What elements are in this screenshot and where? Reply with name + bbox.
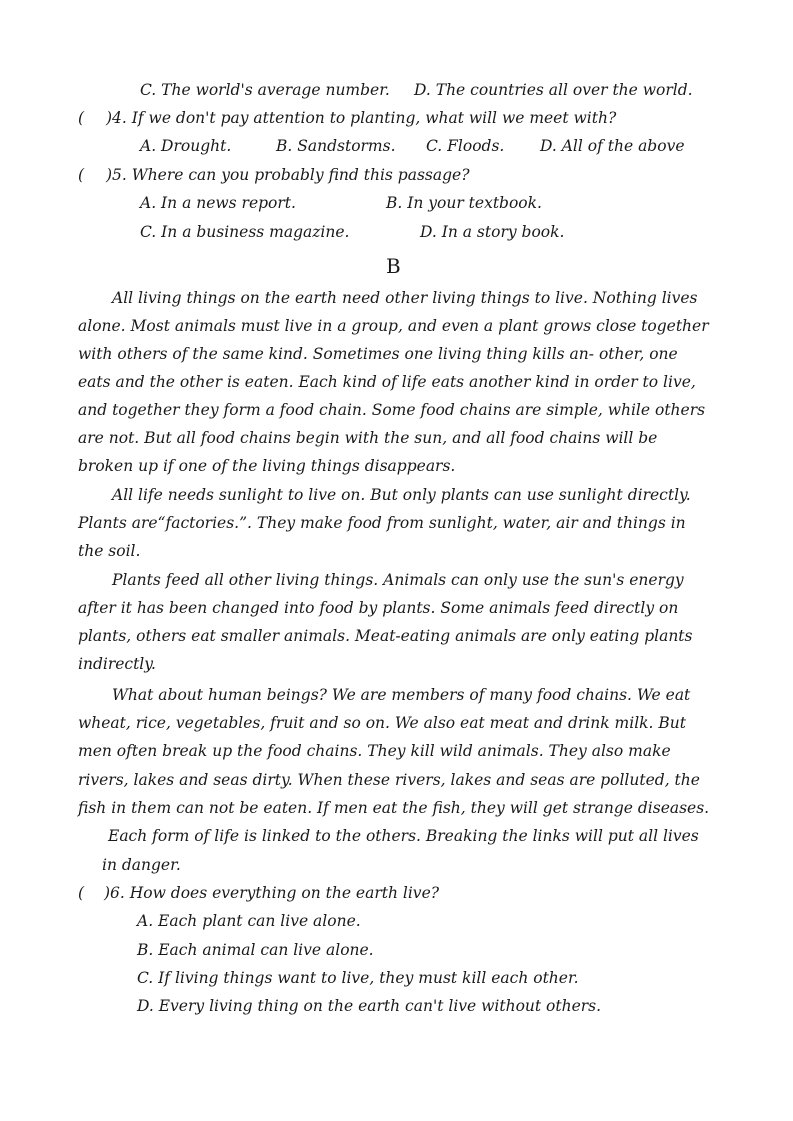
passage-p1-line-3: with others of the same kind. Sometimes one living thing kills an- other, one: [78, 345, 678, 363]
q4-option-d[interactable]: D. All of the above: [540, 137, 685, 155]
passage-p3-line-3: plants, others eat smaller animals. Meat-eating animals are only eating plants: [78, 627, 693, 645]
q6-bracket: (: [78, 884, 85, 902]
passage-p3-line-2: after it has been changed into food by plants. Some animals feed directly on: [78, 599, 679, 617]
passage-p5-line-2: in danger.: [102, 856, 181, 874]
q5-option-d[interactable]: D. In a story book.: [420, 223, 565, 241]
passage-p4-line-1: What about human beings? We are members of many food chains. We eat: [112, 686, 691, 704]
passage-p4-line-3: men often break up the food chains. They kill wild animals. They also make: [78, 742, 671, 760]
q6-question: )6. How does everything on the earth live?: [104, 884, 440, 902]
passage-p4-line-4: rivers, lakes and seas dirty. When these rivers, lakes and seas are polluted, the: [78, 771, 700, 789]
q4-option-a[interactable]: A. Drought.: [140, 137, 232, 155]
passage-p1-line-7: broken up if one of the living things disappears.: [78, 457, 456, 475]
passage-p2-line-2: Plants are“factories.”. They make food from sunlight, water, air and things in: [78, 514, 686, 532]
q3-option-d[interactable]: D. The countries all over the world.: [414, 81, 693, 99]
q5-option-c[interactable]: C. In a business magazine.: [140, 223, 350, 241]
passage-p1-line-6: are not. But all food chains begin with the sun, and all food chains will be: [78, 429, 658, 447]
q6-option-b[interactable]: B. Each animal can live alone.: [137, 941, 374, 959]
q6-option-c[interactable]: C. If living things want to live, they must kill each other.: [137, 969, 579, 987]
passage-p3-line-1: Plants feed all other living things. Animals can only use the sun's energy: [112, 571, 684, 589]
passage-p2-line-1: All life needs sunlight to live on. But only plants can use sunlight directly.: [112, 486, 691, 504]
q4-bracket: (: [78, 109, 85, 127]
q3-option-c[interactable]: C. The world's average number.: [140, 81, 390, 99]
q4-option-b[interactable]: B. Sandstorms.: [276, 137, 396, 155]
passage-p4-line-2: wheat, rice, vegetables, fruit and so on. We also eat meat and drink milk. But: [78, 714, 687, 732]
passage-p5-line-1: Each form of life is linked to the others. Breaking the links will put all lives: [108, 827, 699, 845]
passage-p4-line-5: fish in them can not be eaten. If men eat the fish, they will get strange diseases.: [78, 799, 710, 817]
passage-p1-line-4: eats and the other is eaten. Each kind of life eats another kind in order to live,: [78, 373, 696, 391]
q6-option-a[interactable]: A. Each plant can live alone.: [137, 912, 361, 930]
passage-p1-line-2: alone. Most animals must live in a group, and even a plant grows close together: [78, 317, 709, 335]
q6-option-d[interactable]: D. Every living thing on the earth can't live without others.: [137, 997, 602, 1015]
q5-option-b[interactable]: B. In your textbook.: [386, 194, 542, 212]
q4-question: )4. If we don't pay attention to planting, what will we meet with?: [106, 109, 617, 127]
q5-bracket: (: [78, 166, 85, 184]
passage-p1-line-5: and together they form a food chain. Some food chains are simple, while others: [78, 401, 706, 419]
q4-option-c[interactable]: C. Floods.: [426, 137, 505, 155]
q5-option-a[interactable]: A. In a news report.: [140, 194, 296, 212]
passage-p2-line-3: the soil.: [78, 542, 141, 560]
q5-question: )5. Where can you probably find this passage?: [106, 166, 470, 184]
section-heading: B: [386, 254, 401, 278]
passage-p1-line-1: [112, 288, 714, 308]
passage-text: All living things on the earth need other living things to live. Nothing lives: [112, 289, 698, 307]
passage-p3-line-4: indirectly.: [78, 655, 156, 673]
